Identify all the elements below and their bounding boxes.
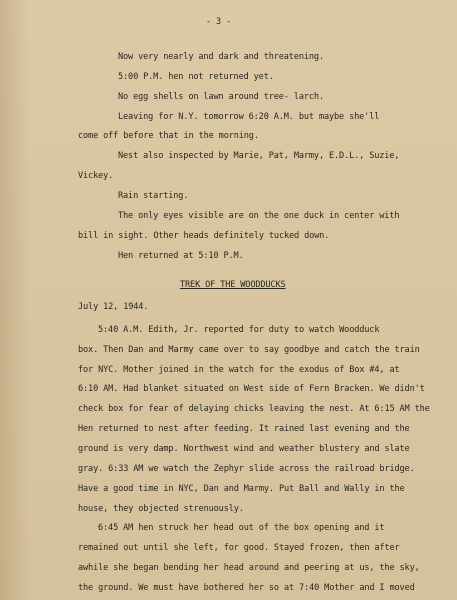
text-line: Nest also inspected by Marie, Pat, Marmy, E.D.L., Suzie,: [118, 151, 400, 161]
text-line: remained out until she left, for good. Stayed frozen, then after: [78, 543, 400, 553]
text-line: Hen returned to nest after feeding. It rained last evening and the: [78, 424, 410, 434]
text-line: for NYC. Mother joined in the watch for the exodus of Box #4, at: [78, 365, 400, 375]
text-line: Vickey.: [78, 171, 114, 181]
text-line: the ground. We must have bothered her so at 7:40 Mother and I moved: [78, 583, 415, 593]
text-line: ground is very damp. Northwest wind and weather blustery and slate: [78, 444, 410, 454]
text-line: Rain starting.: [118, 191, 189, 201]
date-line: July 12, 1944.: [78, 302, 149, 312]
text-line: 5:40 A.M. Edith, Jr. reported for duty to watch Woodduck: [98, 325, 380, 335]
text-line: house, they objected strenuously.: [78, 504, 244, 514]
text-line: awhile she began bending her head around and peering at us, the sky,: [78, 563, 420, 573]
page-number: - 3 -: [206, 17, 232, 27]
text-line: Leaving for N.Y. tomorrow 6:20 A.M. but maybe she'll: [118, 112, 380, 122]
text-line: Have a good time in NYC, Dan and Marmy. Put Ball and Wally in the: [78, 484, 405, 494]
text-line: bill in sight. Other heads definitely tucked down.: [78, 231, 330, 241]
text-line: No egg shells on lawn around tree- larch.: [118, 92, 324, 102]
text-line: Hen returned at 5:10 P.M.: [118, 251, 244, 261]
text-line: Now very nearly and dark and threatening.: [118, 52, 324, 62]
section-heading: TREK OF THE WOODDUCKS: [180, 280, 286, 290]
text-line: 6:45 AM hen struck her head out of the box opening and it: [98, 523, 385, 533]
text-line: 6:10 AM. Had blanket situated on West side of Fern Bracken. We didn't: [78, 384, 425, 394]
text-line: 5:00 P.M. hen not returned yet.: [118, 72, 274, 82]
text-line: gray. 6:33 AM we watch the Zephyr slide across the railroad bridge.: [78, 464, 415, 474]
text-line: The only eyes visible are on the one duck in center with: [118, 211, 400, 221]
text-line: box. Then Dan and Marmy came over to say goodbye and catch the train: [78, 345, 420, 355]
text-line: come off before that in the morning.: [78, 131, 259, 141]
text-line: check box for fear of delaying chicks leaving the nest. At 6:15 AM the: [78, 404, 430, 414]
